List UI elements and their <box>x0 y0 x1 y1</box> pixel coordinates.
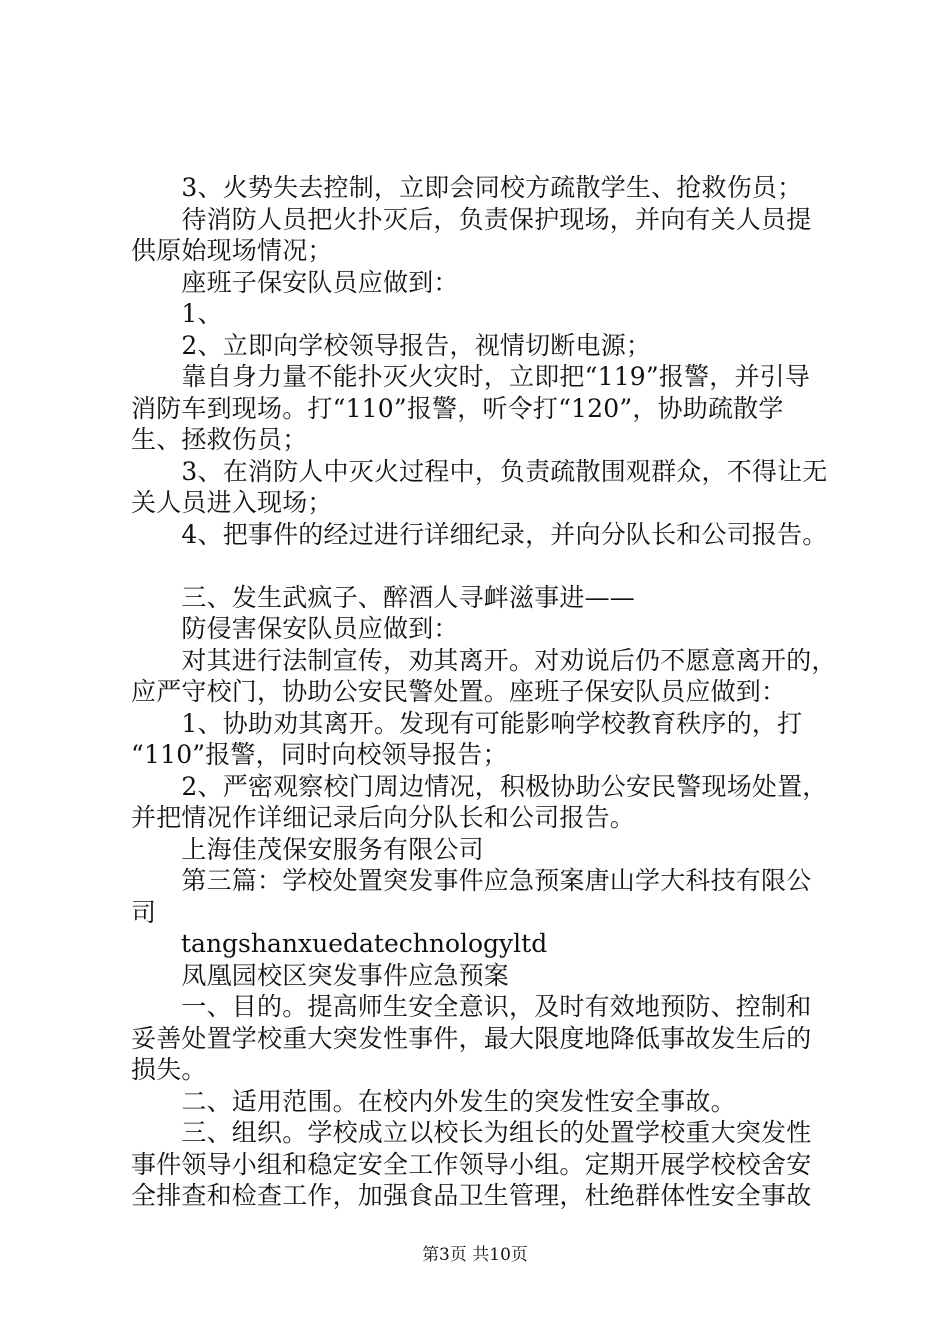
text-line: 消防车到现场。打“110”报警，听令打“120”，协助疏散学 <box>131 393 784 423</box>
text-line: 防侵害保安队员应做到： <box>131 614 459 643</box>
text-line: 2、严密观察校门周边情况，积极协助公安民警现场处置， <box>131 771 828 801</box>
text-line: 损失。 <box>131 1055 207 1084</box>
document-body <box>131 172 837 1212</box>
text-line: “110”报警，同时向校领导报告； <box>131 740 508 769</box>
text-line: 生、拯救伤员； <box>131 425 308 454</box>
chapter-title: 第三篇：学校处置突发事件应急预案唐山学大科技有限公 <box>131 866 812 895</box>
page-footer: 第3页 共10页 <box>422 1245 528 1265</box>
company-name: 上海佳茂保安服务有限公司 <box>131 834 484 864</box>
text-line: 全排查和检查工作，加强食品卫生管理，杜绝群体性安全事故 <box>131 1181 812 1210</box>
text-line: 待消防人员把火扑灭后，负责保护现场，并向有关人员提 <box>131 204 812 234</box>
text-line: 应严守校门，协助公安民警处置。座班子保安队员应做到： <box>131 677 787 706</box>
text-line: 1、 <box>131 299 223 328</box>
text-line: 靠自身力量不能扑灭火灾时，立即把“119”报警，并引导 <box>131 362 811 391</box>
blank-line <box>131 550 831 582</box>
text-line: 二、适用范围。在校内外发生的突发性安全事故。 <box>131 1086 736 1116</box>
text-line: 1、协助劝其离开。发现有可能影响学校教育秩序的，打 <box>131 708 803 738</box>
text-line: 一、目的。提高师生安全意识，及时有效地预防、控制和 <box>131 992 812 1021</box>
text-line: 3、火势失去控制，立即会同校方疏散学生、抢救伤员； <box>131 173 803 202</box>
section-heading: 三、发生武疯子、醉酒人寻衅滋事进—— <box>131 582 636 612</box>
text-line: 妥善处置学校重大突发性事件，最大限度地降低事故发生后的 <box>131 1023 812 1053</box>
text-line: 3、在消防人中灭火过程中，负责疏散围观群众，不得让无 <box>131 456 828 486</box>
text-line: 4、把事件的经过进行详细纪录，并向分队长和公司报告。 <box>131 519 828 549</box>
text-line: 座班子保安队员应做到： <box>131 267 459 297</box>
text-line: 三、组织。学校成立以校长为组长的处置学校重大突发性 <box>131 1118 812 1147</box>
plan-title: 凤凰园校区突发事件应急预案 <box>131 960 510 990</box>
english-company-name: tangshanxuedatechnologyltd <box>131 929 548 958</box>
text-line: 对其进行法制宣传，劝其离开。对劝说后仍不愿意离开的， <box>131 645 837 675</box>
text-line: 并把情况作详细记录后向分队长和公司报告。 <box>131 803 636 832</box>
text-line: 事件领导小组和稳定安全工作领导小组。定期开展学校校舍安 <box>131 1149 812 1179</box>
text-line: 2、立即向学校领导报告，视情切断电源； <box>131 330 652 360</box>
text-line: 供原始现场情况； <box>131 236 333 265</box>
text-line: 关人员进入现场； <box>131 488 333 517</box>
chapter-title-cont: 司 <box>131 897 157 927</box>
